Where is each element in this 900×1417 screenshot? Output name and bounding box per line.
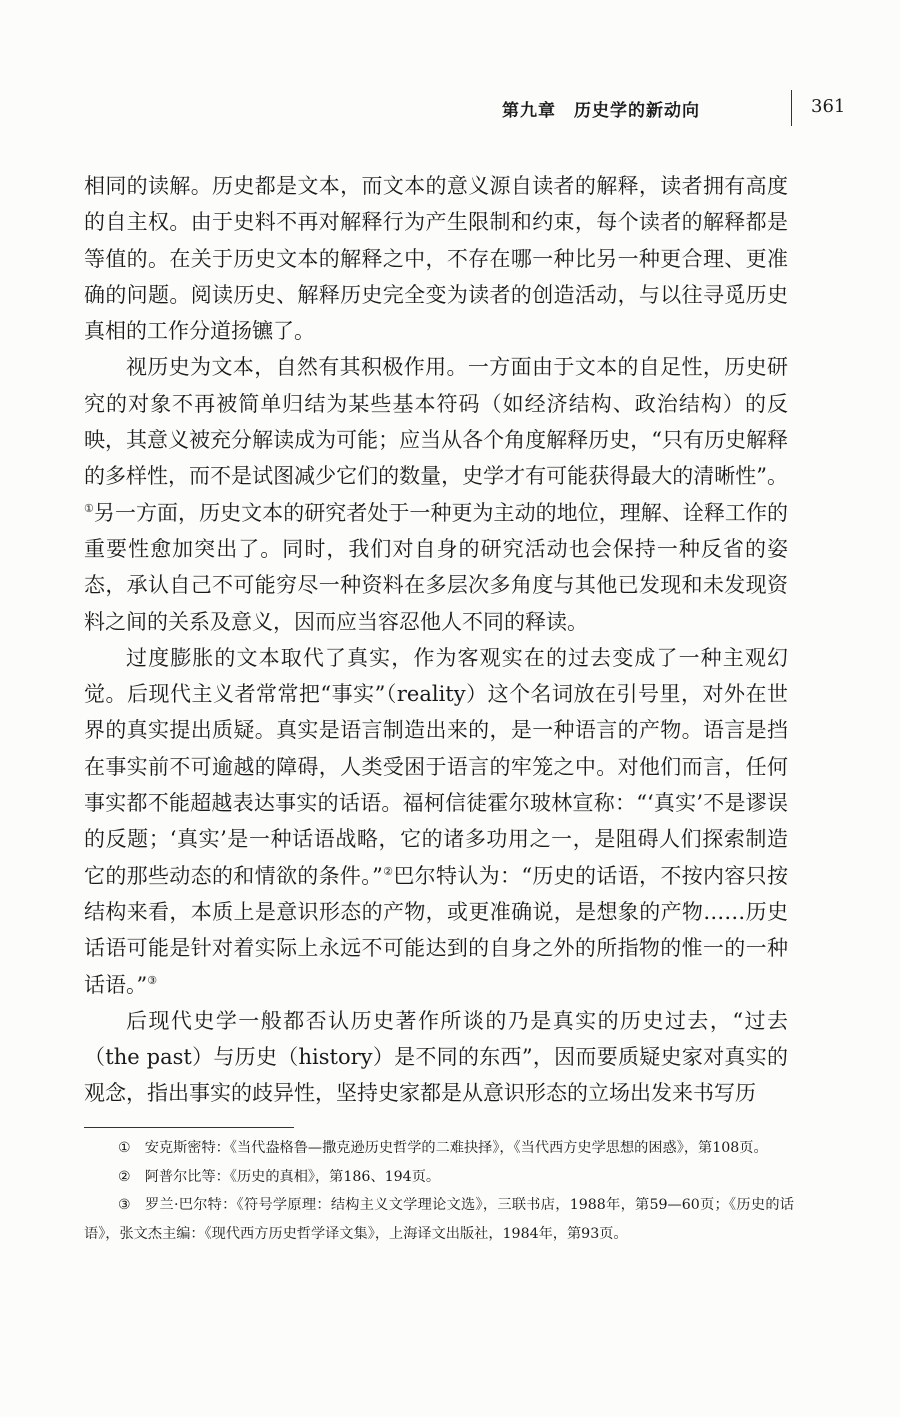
paragraph-2-part-a: 视历史为文本，自然有其积极作用。一方面由于文本的自足性，历史研究的对象不再被简单归结为某些基本符码（如经济结构、政治结构）的反映，其意义被充分解读成为可能；应当从各个角度解释历史，“只有历史解释的多样性，而不是试图减少它们的数量，史学才有可能获得最大的清晰性”。 [84,355,788,489]
paragraph-3-part-a: 过度膨胀的文本取代了真实，作为客观实在的过去变成了一种主观幻觉。后现代主义者常常把“事实”（reality）这个名词放在引号里，对外在世界的真实提出质疑。真实是语言制造出来的，是一种语言的产物。语言是挡在事实前不可逾越的障碍，人类受困于语言的牢笼之中。对他们而言，任何事实都不能超越表达事实的话语。福柯信徒霍尔玻林宣称：“‘真实’不是谬误的反题；‘真实’是一种话语战略，它的诸多功用之一，是阻碍人们探索制造它的那些动态的和情欲的条件。” [84,645,788,888]
footnote-3 [84,1191,794,1248]
paragraph-3 [84,640,788,1003]
paragraph-2-part-b: 另一方面，历史文本的研究者处于一种更为主动的地位，理解、诠释工作的重要性愈加突出了。同时，我们对自身的研究活动也会保持一种反省的姿态，承认自己不可能穷尽一种资料在多层次多角度与其他已发现和未发现资料之间的关系及意义，因而应当容忍他人不同的释读。 [84,500,788,634]
main-text [84,168,788,1112]
footnote-divider [84,1127,294,1128]
footnote-mark: ① [118,1140,131,1156]
paragraph-4: 后现代史学一般都否认历史著作所谈的乃是真实的历史过去，“过去（the past）与历史（history）是不同的东西”，因而要质疑史家对真实的观念，指出事实的歧异性，坚持史家都是从意识形态的立场出发来书写历 [84,1008,788,1106]
paragraph-1: 相同的读解。历史都是文本，而文本的意义源自读者的解释，读者拥有高度的自主权。由于史料不再对解释行为产生限制和约束，每个读者的解释都是等值的。在关于历史文本的解释之中，不存在哪一种比另一种更合理、更准确的问题。阅读历史、解释历史完全变为读者的创造活动，与以往寻觅历史真相的工作分道扬镳了。 [84,174,788,344]
footnote-2 [84,1163,794,1192]
running-header [502,90,846,130]
footnote-text: 阿普尔比等：《历史的真相》，第186、194页。 [144,1168,441,1185]
footnote-ref-3[interactable]: ③ [147,973,158,987]
footnote-text: 安克斯密特：《当代盎格鲁—撒克逊历史哲学的二难抉择》，《当代西方史学思想的困惑》，第108页。 [144,1140,768,1156]
footnote-mark: ③ [118,1197,132,1213]
footnotes [84,1134,794,1248]
paragraph-3-part-b: 巴尔特认为：“历史的话语，不按内容只按结构来看，本质上是意识形态的产物，或更准确说，是想象的产物……历史话语可能是针对着实际上永远不可能达到的自身之外的所指物的惟一的一种话语。” [84,863,788,997]
footnote-1 [84,1134,794,1163]
footnote-ref-2[interactable]: ② [382,864,394,878]
chapter-title: 第九章 历史学的新动向 [502,101,700,121]
header-divider [791,90,792,126]
page-number: 361 [811,96,846,117]
footnote-text: 罗兰·巴尔特：《符号学原理：结构主义文学理论文选》，三联书店，1988年，第59—60页；《历史的话语》，张文杰主编：《现代西方历史哲学译文集》，上海译文出版社，1984年，第93页。 [84,1197,794,1242]
paragraph-2 [84,349,788,639]
footnote-mark: ② [118,1168,131,1185]
footnote-ref-1[interactable]: ① [84,501,94,515]
